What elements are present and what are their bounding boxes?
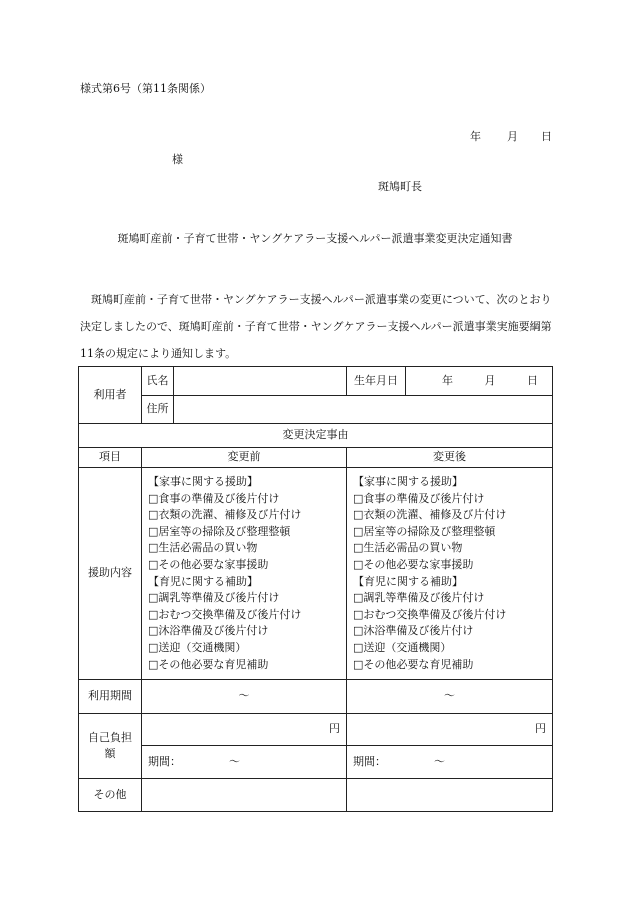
list-item[interactable]: □沐浴準備及び後片付け — [353, 624, 474, 638]
date-year: 年 — [470, 130, 481, 143]
date-month: 月 — [507, 130, 518, 143]
assistance-after-list — [347, 468, 553, 680]
reason-header: 変更決定事由 — [79, 424, 553, 448]
list-item: 【育児に関する補助】 — [353, 574, 463, 588]
dob-field[interactable] — [406, 367, 553, 396]
list-item[interactable]: □調乳等準備及び後片付け — [148, 591, 280, 605]
list-item[interactable]: □その他必要な家事援助 — [353, 557, 474, 571]
body-text: 斑鳩町産前・子育て世帯・ヤングケアラー支援ヘルパー派遣事業の変更について、次のとおり決定しましたので、斑鳩町産前・子育て世帯・ヤングケアラー支援ヘルパー派遣事業実施要綱第11条の規定により通知します。 — [80, 293, 552, 360]
assistance-before-list — [142, 468, 347, 680]
list-item[interactable]: □食事の準備及び後片付け — [148, 491, 280, 505]
name-field[interactable] — [174, 367, 347, 396]
other-before-field[interactable] — [142, 779, 347, 812]
list-item[interactable]: □その他必要な家事援助 — [148, 557, 269, 571]
tilde: ～ — [434, 754, 445, 768]
tilde: ～ — [229, 754, 240, 768]
period-prefix: 期間： — [353, 754, 386, 768]
list-item[interactable]: □調乳等準備及び後片付け — [353, 591, 485, 605]
before-header: 変更前 — [142, 448, 347, 468]
list-item[interactable]: □その他必要な育児補助 — [148, 657, 269, 671]
dob-year: 年 — [442, 373, 453, 387]
period-label: 利用期間 — [79, 680, 142, 714]
decision-table — [78, 366, 553, 812]
form-number: 様式第6号（第11条関係） — [80, 82, 211, 95]
name-label: 氏名 — [142, 367, 174, 396]
list-item[interactable]: □生活必需品の買い物 — [353, 541, 463, 555]
address-label: 住所 — [142, 396, 174, 424]
list-item[interactable]: □沐浴準備及び後片付け — [148, 624, 269, 638]
copay-after-amount[interactable] — [347, 714, 553, 746]
dob-day: 日 — [527, 373, 538, 387]
recipient-suffix: 様 — [172, 153, 183, 166]
copay-before-amount[interactable] — [142, 714, 347, 746]
list-item[interactable]: □食事の準備及び後片付け — [353, 491, 485, 505]
date-day: 日 — [541, 130, 552, 143]
dob-month: 月 — [484, 373, 496, 387]
list-item[interactable]: □送迎（交通機関） — [148, 640, 247, 654]
copay-after-period[interactable] — [347, 746, 553, 779]
list-item[interactable]: □居室等の掃除及び整理整頓 — [148, 524, 291, 538]
after-header: 変更後 — [347, 448, 553, 468]
period-prefix: 期間： — [148, 754, 181, 768]
other-after-field[interactable] — [347, 779, 553, 812]
tilde: ～ — [238, 689, 250, 703]
list-item: 【家事に関する援助】 — [353, 475, 463, 488]
list-item[interactable]: □生活必需品の買い物 — [148, 541, 258, 555]
assistance-label: 援助内容 — [79, 468, 142, 680]
period-after-field[interactable] — [347, 680, 553, 714]
copay-before-period[interactable] — [142, 746, 347, 779]
issuer: 斑鳩町長 — [378, 180, 422, 193]
dob-label: 生年月日 — [347, 367, 406, 396]
list-item: 【育児に関する補助】 — [148, 574, 258, 588]
document-title: 斑鳩町産前・子育て世帯・ヤングケアラー支援ヘルパー派遣事業変更決定通知書 — [117, 232, 513, 245]
tilde: ～ — [444, 689, 455, 703]
item-header: 項目 — [79, 448, 142, 468]
list-item[interactable]: □送迎（交通機関） — [353, 640, 452, 654]
list-item[interactable]: □おむつ交換準備及び後片付け — [353, 607, 507, 621]
list-item[interactable]: □衣類の洗濯、補修及び片付け — [148, 508, 302, 522]
list-item[interactable]: □おむつ交換準備及び後片付け — [148, 607, 302, 621]
user-label: 利用者 — [79, 367, 142, 424]
yen-unit: 円 — [329, 722, 340, 736]
list-item: 【家事に関する援助】 — [148, 475, 258, 488]
list-item[interactable]: □居室等の掃除及び整理整頓 — [353, 524, 496, 538]
list-item[interactable]: □衣類の洗濯、補修及び片付け — [353, 508, 507, 522]
list-item[interactable]: □その他必要な育児補助 — [353, 657, 474, 671]
copay-label: 自己負担額 — [79, 714, 142, 779]
address-field[interactable] — [174, 396, 553, 424]
other-label: その他 — [79, 779, 142, 812]
yen-unit: 円 — [535, 722, 546, 736]
period-before-field[interactable] — [142, 680, 347, 714]
